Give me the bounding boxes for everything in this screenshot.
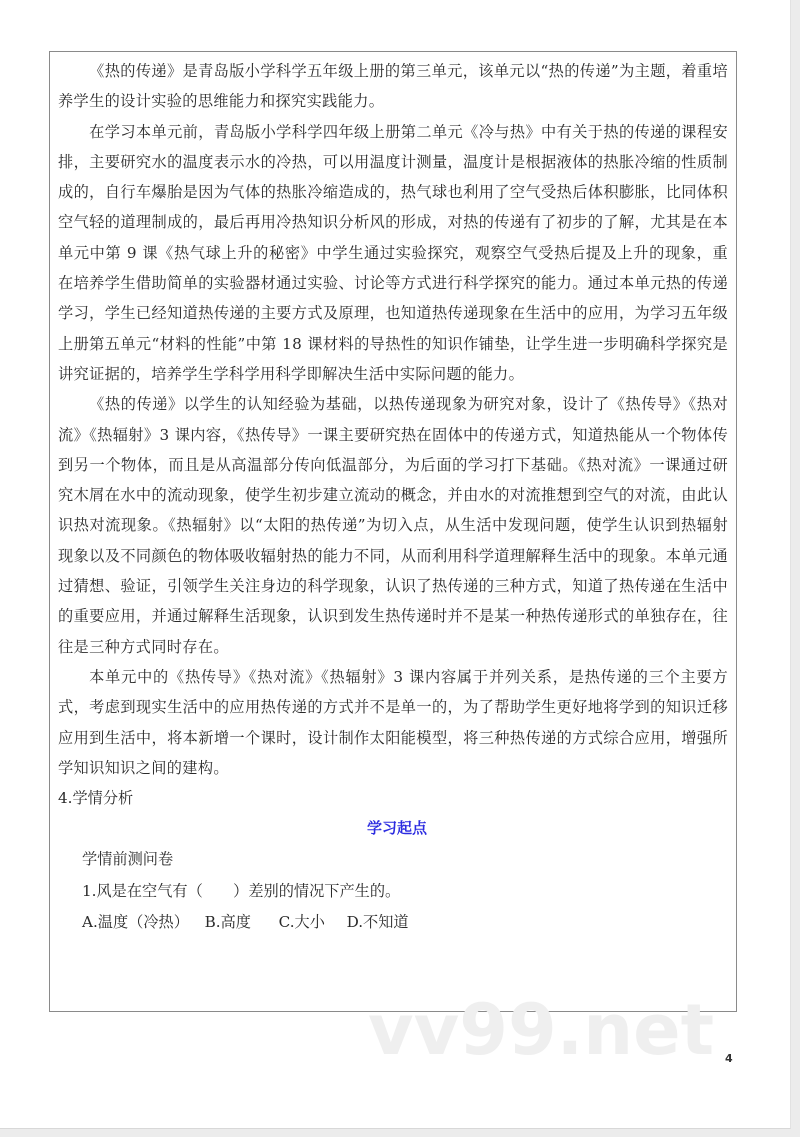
paragraph-unit-design: 《热的传递》以学生的认知经验为基础，以热传递现象为研究对象，设计了《热传导》《热对流》《热辐射》3 课内容，《热传导》一课主要研究热在固体中的传递方式，知道热能从一个物体传到另一个物体，而且是从高温部分传向低温部分，为后面的学习打下基础。《热对流》一课通过研究木屑在水中的流动现象，使学生初步建立流动的概念，并由水的对流推想到空气的对流，由此认识热对流现象。《热辐射》以“太阳的热传递”为切入点，从生活中发现问题，使学生认识到热辐射现象以及不同颜色的物体吸收辐射热的能力不同，从而利用科学道理解释生活中的现象。本单元通过猜想、验证，引领学生关注身边的科学现象，认识了热传递的三种方式，知道了热传递在生活中的重要应用，并通过解释生活现象，认识到发生热传递时并不是某一种热传递形式的单独存在，往往是三种方式同时存在。 (58, 395, 728, 656)
option-d: D.不知道 (346, 913, 409, 932)
subtitle-learning-start: 学习起点 (366, 819, 427, 838)
questionnaire-title: 学情前测问卷 (82, 850, 174, 869)
watermark: vv99.net (368, 989, 715, 1071)
section-heading: 4.学情分析 (58, 789, 134, 808)
question-1-options (58, 907, 728, 939)
question-1: 1.风是在空气有（ ）差别的情况下产生的。 (82, 881, 401, 900)
paragraph-prior-learning: 在学习本单元前，青岛版小学科学四年级上册第二单元《冷与热》中有关于热的传递的课程安排，主要研究水的温度表示水的冷热，可以用温度计测量，温度计是根据液体的热胀冷缩的性质制成的，自行车爆胎是因为气体的热胀冷缩造成的，热气球也利用了空气受热后体积膨胀，比同体积空气轻的道理制成的，最后再用冷热知识分析风的形成，对热的传递有了初步的了解，尤其是在本单元中第 9 课《热气球上升的秘密》中学生通过实验探究，观察空气受热后提及上升的现象，重在培养学生借助简单的实验器材通过实验、讨论等方式进行科学探究的能力。通过本单元热的传递学习，学生已经知道热传递的主要方式及原理，也知道热传递现象在生活中的应用，为学习五年级上册第五单元“材料的性能”中第 18 课材料的导热性的知识作铺垫，让学生进一步明确科学探究是讲究证据的，培养学生学科学用科学即解决生活中实际问题的能力。 (58, 122, 728, 383)
option-b: B.高度 (204, 913, 251, 932)
paragraph-unit-intro: 《热的传递》是青岛版小学科学五年级上册的第三单元，该单元以“热的传递”为主题，着重培养学生的设计实验的思维能力和探究实践能力。 (58, 62, 728, 111)
option-c: C.大小 (278, 913, 325, 932)
content-table-cell (49, 51, 737, 1012)
paragraph-lesson-relation: 本单元中的《热传导》《热对流》《热辐射》3 课内容属于并列关系，是热传递的三个主要方式，考虑到现实生活中的应用热传递的方式并不是单一的，为了帮助学生更好地将学到的知识迁移应用到生活中，将本新增一个课时，设计制作太阳能模型，将三种热传递的方式综合应用，增强所学知识知识之间的建构。 (58, 667, 728, 777)
page-number: 4 (725, 1052, 733, 1065)
option-a: A.温度（冷热） (82, 913, 189, 932)
